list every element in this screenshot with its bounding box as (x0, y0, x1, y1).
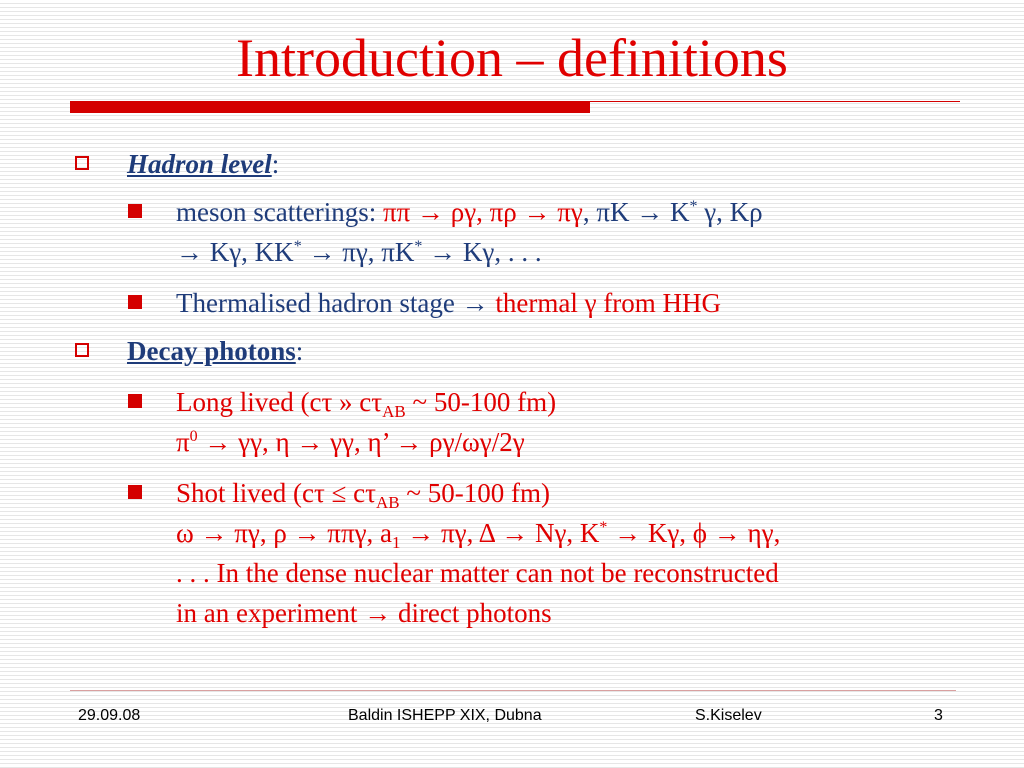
title-underline-thin (590, 101, 960, 102)
long-lived-text: Long lived (cτ » cτ (176, 387, 383, 417)
thermal-text: Thermalised hadron stage (176, 288, 462, 318)
meson-text: πγ, πK (335, 237, 415, 267)
bullet-short-lived (176, 473, 966, 633)
long-lived-text: π (176, 427, 190, 457)
superscript: * (293, 238, 302, 255)
footer-author: S.Kiselev (695, 707, 762, 724)
filled-square-bullet-icon (128, 485, 142, 499)
subscript: 1 (392, 533, 401, 552)
superscript: * (689, 198, 698, 215)
meson-text: , πK (582, 197, 637, 227)
colon: : (295, 336, 304, 366)
hollow-square-bullet-icon (75, 343, 89, 357)
short-lived-text: → πγ, Δ → Nγ, K (400, 518, 600, 548)
long-lived-text: → γγ, η → γγ, η’ → ργ/ωγ/2γ (197, 427, 525, 457)
arrow-right-icon: → (364, 598, 392, 628)
direct-photons-text: direct photons (391, 598, 552, 628)
arrow-right-icon: → (176, 237, 203, 267)
meson-text: Kγ, KK (203, 237, 294, 267)
short-lived-text: ~ 50-100 fm) (399, 478, 550, 508)
meson-red-text: ργ, πρ (443, 197, 524, 227)
long-lived-text: ~ 50-100 fm) (405, 387, 557, 417)
arrow-right-icon: → (461, 288, 489, 318)
bullet-hadron-level (127, 147, 279, 181)
arrow-right-icon: → (429, 237, 457, 267)
short-lived-text: . . . In the dense nuclear matter can not be reconstructed (176, 558, 779, 588)
colon: : (271, 149, 280, 179)
hadron-level-heading: Hadron level (127, 149, 272, 179)
filled-square-bullet-icon (128, 295, 142, 309)
superscript: * (599, 519, 608, 536)
arrow-right-icon: → (308, 237, 336, 267)
filled-square-bullet-icon (128, 394, 142, 408)
short-lived-text: ω → πγ, ρ → ππγ, a (176, 518, 392, 548)
short-lived-text: Shot lived (cτ ≤ cτ (176, 478, 376, 508)
meson-text: γ, Kρ (697, 197, 763, 227)
short-lived-text: in an experiment (176, 598, 365, 628)
meson-red-text: ππ (382, 197, 417, 227)
footer-page-number: 3 (934, 707, 943, 724)
meson-text: Kγ, . . . (456, 237, 542, 267)
bullet-meson-scatterings (176, 192, 966, 272)
meson-text: meson scatterings: (176, 197, 383, 227)
hollow-square-bullet-icon (75, 156, 89, 170)
decay-photons-heading: Decay photons (127, 336, 296, 366)
arrow-right-icon: → (416, 197, 444, 227)
superscript: 0 (189, 428, 198, 445)
subscript: AB (382, 402, 406, 421)
footer-divider (70, 690, 956, 691)
subscript: AB (375, 493, 400, 512)
bullet-long-lived (176, 382, 966, 462)
meson-text: K (663, 197, 690, 227)
title-underline-thick (70, 101, 590, 113)
meson-red-text: πγ (550, 197, 583, 227)
filled-square-bullet-icon (128, 204, 142, 218)
footer-event: Baldin ISHEPP XIX, Dubna (348, 707, 542, 724)
arrow-right-icon: → (636, 197, 664, 227)
bullet-thermalised (176, 283, 966, 323)
footer-date: 29.09.08 (78, 707, 141, 724)
bullet-decay-photons (127, 334, 303, 368)
slide-title: Introduction – definitions (236, 28, 788, 88)
thermal-red-text: thermal γ from HHG (488, 288, 722, 318)
short-lived-text: → Kγ, ϕ → ηγ, (607, 518, 781, 548)
arrow-right-icon: → (523, 197, 551, 227)
superscript: * (414, 238, 423, 255)
